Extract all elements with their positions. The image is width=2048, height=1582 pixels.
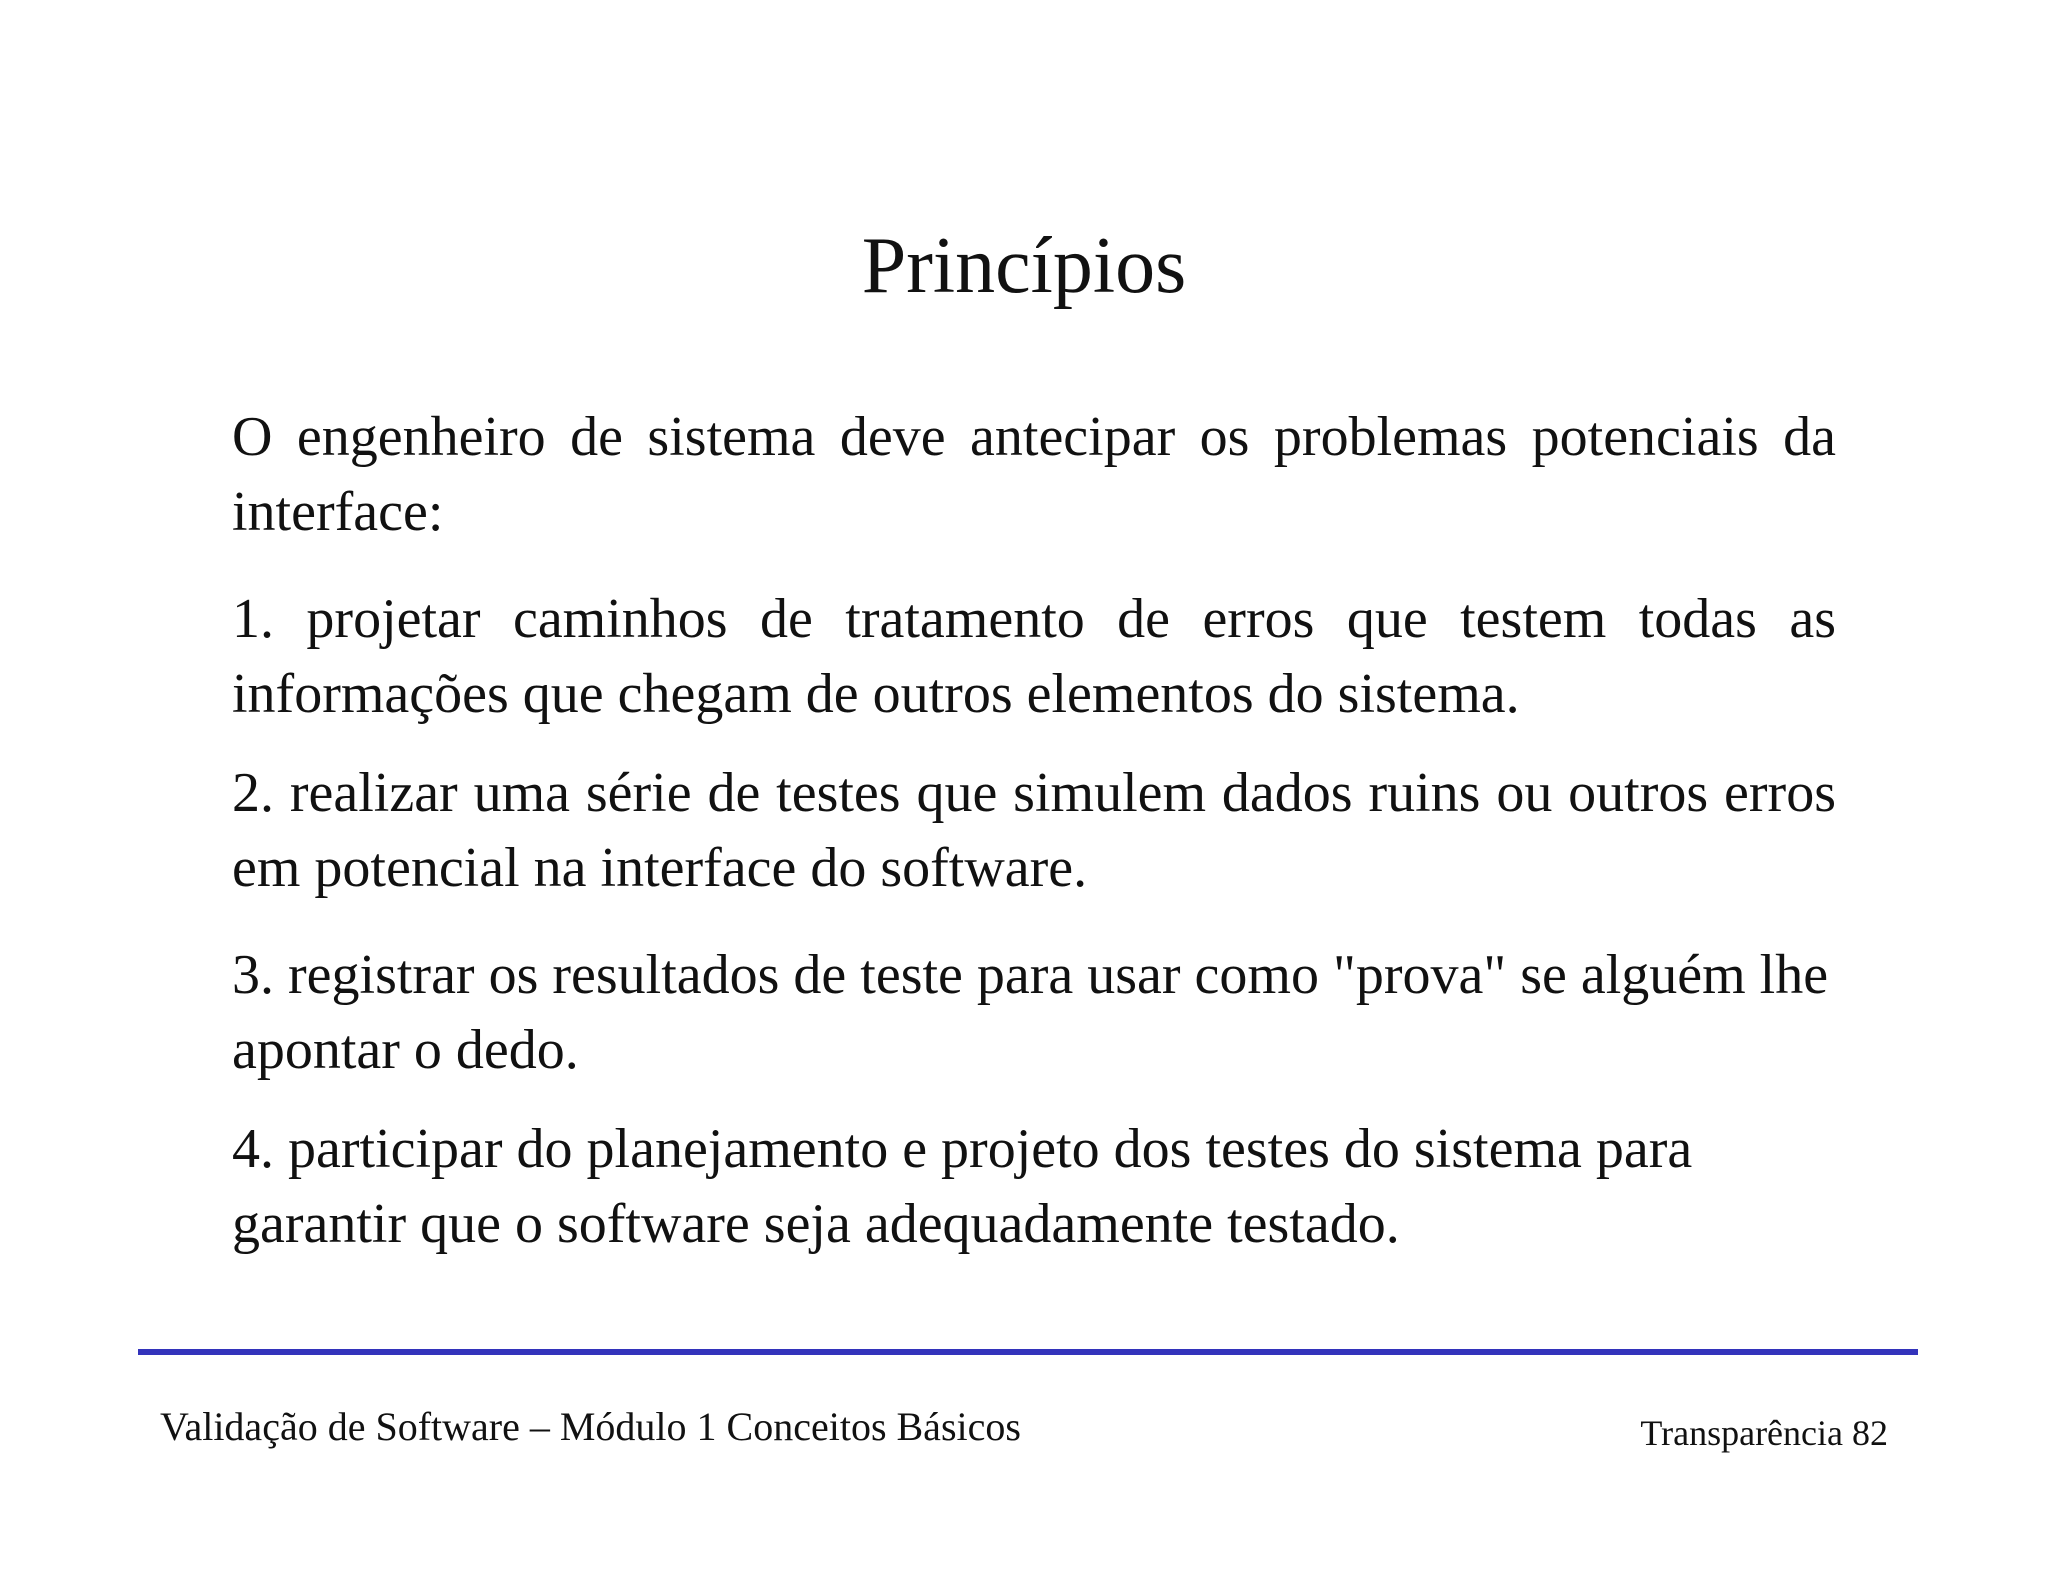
slide-title: Princípios xyxy=(861,222,1187,310)
list-item: 4. participar do planejamento e projeto dos testes do sistema para garantir que o software seja adequadamente testado. xyxy=(232,1118,1693,1256)
list-item: 3. registrar os resultados de teste para usar como "prova" se alguém lhe apontar o dedo. xyxy=(232,944,1829,1082)
list-item: 1. projetar caminhos de tratamento de erros que testem todas as informações que chegam de outros elementos do sistema. xyxy=(232,588,1836,726)
footer-course-title: Validação de Software – Módulo 1 Conceitos Básicos xyxy=(160,1404,1021,1449)
list-item: 2. realizar uma série de testes que simulem dados ruins ou outros erros em potencial na interface do software. xyxy=(232,762,1836,900)
footer-divider xyxy=(138,1349,1918,1355)
intro-paragraph: O engenheiro de sistema deve antecipar os problemas potenciais da interface: xyxy=(232,406,1836,544)
footer-slide-number: Transparência 82 xyxy=(1640,1413,1888,1453)
